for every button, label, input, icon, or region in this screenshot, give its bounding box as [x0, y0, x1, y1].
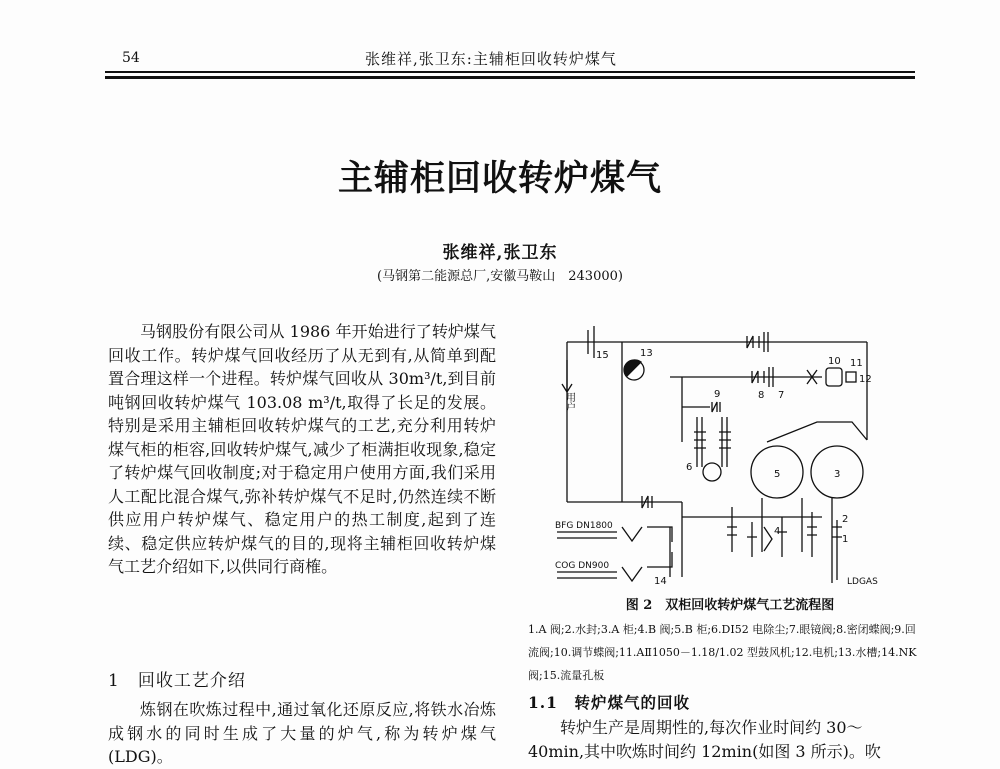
fig-label-13: 13 [640, 348, 653, 359]
cog-label: COG DN900 [555, 561, 610, 571]
section1-paragraph-block [108, 698, 496, 769]
figure-legend: 1.A 阀;2.水封;3.A 柜;4.B 阀;5.B 柜;6.DI52 电除尘;7.眼镜阀;8.密闭蝶阀;9.回流阀;10.调节蝶阀;11.AⅡ1050－1.18/1.02 型鼓风机;12.电机;13.水槽;14.NK 阀;15.流量孔板 [528, 623, 917, 682]
authors: 张维祥,张卫东 [442, 243, 558, 263]
fig-label-10: 10 [828, 356, 841, 367]
affiliation: (马钢第二能源总厂,安徽马鞍山 243000) [377, 269, 623, 284]
fig-label-6: 6 [686, 462, 693, 473]
fig-label-2: 2 [842, 514, 849, 525]
fig-label-5: 5 [774, 469, 781, 480]
fig-label-9: 9 [714, 389, 721, 400]
fig-label-7: 7 [778, 390, 785, 401]
intro-paragraph: 马钢股份有限公司从 1986 年开始进行了转炉煤气回收工作。转炉煤气回收经历了从无到有,从简单到配置合理这样一个进程。转炉煤气回收从 30m³/t,到目前吨钢回收转炉煤气 103.08 m³/t,取得了长足的发展。特别是采用主辅柜回收转炉煤气的工艺,充分利用转炉煤气柜的柜容,回收转炉煤气,减少了柜满拒收现象,稳定了转炉煤气回收制度;对于稳定用户使用方面,我们采用人工配比混合煤气,弥补转炉煤气不足时,仍然连续不断供应用户转炉煤气、稳定用户的热工制度,起到了连续、稳定供应转炉煤气的目的,现将主辅柜回收转炉煤气工艺介绍如下,以供同行商榷。 [108, 322, 496, 576]
user-label: 用户 [563, 392, 575, 412]
header-rule-thick [105, 76, 915, 79]
section-heading-1: 1 回收工艺介绍 [108, 671, 246, 691]
fig-label-4: 4 [774, 526, 781, 537]
bfg-label: BFG DN1800 [555, 521, 613, 531]
page-number: 54 [122, 50, 140, 66]
section1-1-paragraph: 转炉生产是周期性的,每次作业时间约 30～40min,其中吹炼时间约 12min(如图 3 所示)。吹 [528, 718, 881, 761]
intro-paragraph-block [108, 320, 496, 579]
figure-caption: 图 2 双柜回收转炉煤气工艺流程图 [625, 598, 835, 613]
fig-label-12: 12 [859, 374, 872, 385]
fig-label-8: 8 [758, 390, 765, 401]
fig-label-3: 3 [834, 469, 841, 480]
section-heading-1-1: 1.1 转炉煤气的回收 [528, 693, 690, 712]
fig-label-15: 15 [596, 350, 609, 361]
process-flow-diagram [552, 322, 882, 592]
running-title: 张维祥,张卫东:主辅柜回收转炉煤气 [365, 50, 617, 68]
fig-label-1: 1 [842, 534, 849, 545]
fig-label-14: 14 [654, 576, 667, 587]
fig-label-11: 11 [850, 358, 863, 369]
section1-paragraph: 炼钢在吹炼过程中,通过氧化还原反应,将铁水冶炼成钢水的同时生成了大量的炉气,称为转炉煤气(LDG)。 [108, 700, 496, 766]
ldgas-label: LDGAS [847, 577, 878, 587]
section1-1-paragraph-block [528, 716, 918, 763]
header-rule-thin [105, 71, 915, 73]
paper-title: 主辅柜回收转炉煤气 [337, 158, 662, 199]
